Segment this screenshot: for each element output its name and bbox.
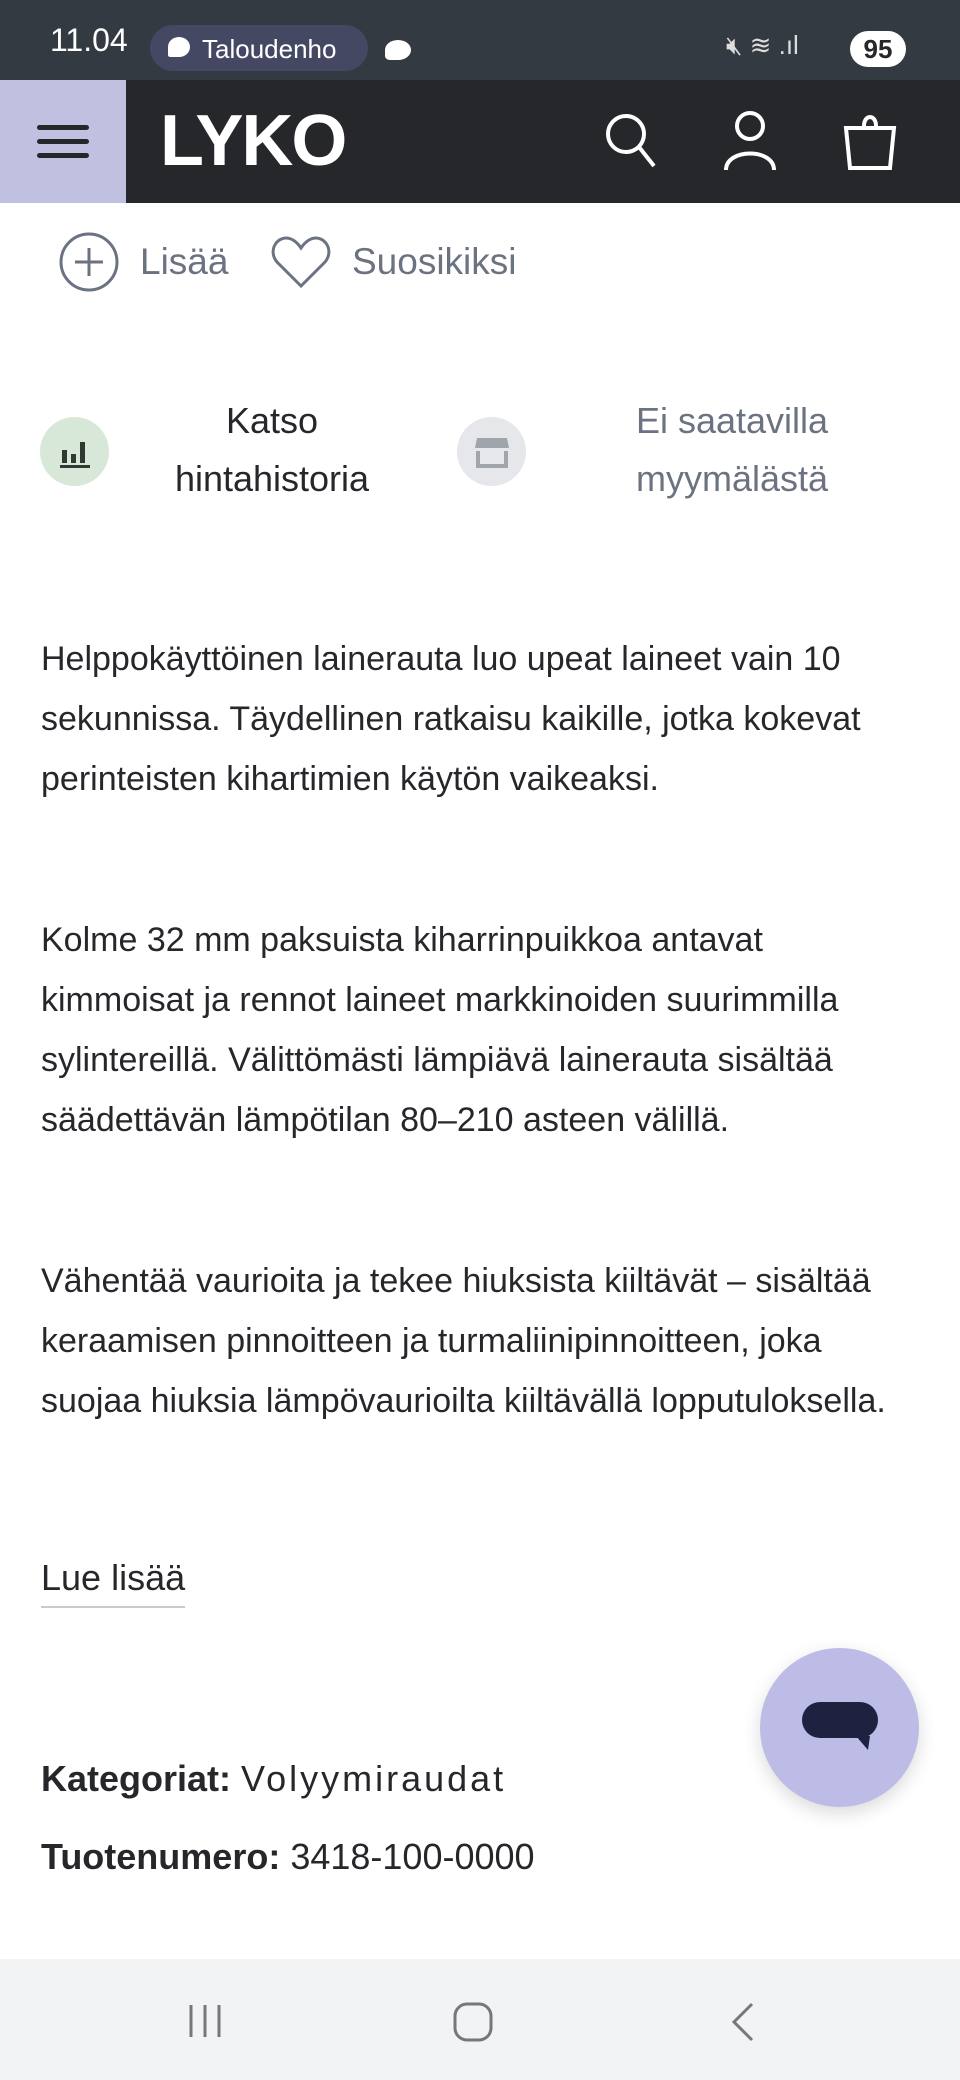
heart-icon	[270, 232, 332, 292]
favorite-label: Suosikiksi	[352, 241, 517, 282]
storefront-icon	[473, 434, 511, 470]
plus-circle-icon	[58, 231, 120, 293]
android-nav-bar	[0, 1959, 960, 2080]
hamburger-icon-line	[37, 139, 89, 144]
add-button[interactable]	[58, 232, 228, 292]
price-history-icon[interactable]	[40, 417, 109, 486]
home-icon[interactable]	[452, 2001, 494, 2043]
favorite-button[interactable]	[270, 232, 517, 292]
site-header	[0, 80, 960, 203]
store-icon	[457, 417, 526, 486]
store-availability-line1: Ei saatavilla	[635, 400, 829, 441]
price-history-line2: hintahistoria	[174, 458, 370, 499]
store-availability	[582, 392, 882, 508]
chat-bubble-icon	[800, 1700, 880, 1760]
account-icon[interactable]	[718, 108, 782, 172]
lyko-logo[interactable]: LYKO	[160, 101, 346, 181]
recent-apps-icon[interactable]	[185, 2001, 225, 2041]
description-paragraph: Helppokäyttöinen lainerauta luo upeat laineet vain 10 sekunnissa. Täydellinen ratkaisu kaikille, jotka kokevat perinteisten kihartimien käytön vaikeaksi.	[41, 640, 861, 798]
read-more-link[interactable]: Lue lisää	[41, 1550, 185, 1608]
add-label: Lisää	[140, 241, 229, 282]
hamburger-icon-line	[37, 153, 89, 158]
product-number-value: 3418-100-0000	[290, 1836, 535, 1877]
back-icon[interactable]	[728, 2001, 758, 2043]
search-icon[interactable]	[598, 108, 662, 172]
notification-text: Taloudenho	[202, 34, 337, 64]
bar-chart-icon	[57, 434, 93, 470]
product-number-row	[41, 1836, 535, 1878]
notification-chip[interactable]	[150, 25, 368, 71]
chat-button[interactable]	[760, 1648, 919, 1807]
mute-wifi-signal-icons: 🔇︎ ≋ .ıl	[726, 30, 799, 60]
category-label: Kategoriat:	[41, 1758, 232, 1799]
description-paragraph: Vähentää vaurioita ja tekee hiuksista kiiltävät – sisältää keraamisen pinnoitteen ja turmaliinipinnoitteen, joka suojaa hiuksia lämpövaurioilta kiiltävällä lopputuloksella.	[41, 1262, 886, 1420]
price-history-link[interactable]	[122, 392, 422, 508]
category-link[interactable]: Volyymiraudat	[241, 1758, 507, 1799]
battery-indicator: 95	[850, 31, 906, 67]
cart-bag-icon[interactable]	[838, 108, 902, 172]
category-row	[41, 1758, 506, 1800]
product-number-label: Tuotenumero:	[41, 1836, 281, 1877]
description-paragraph: Kolme 32 mm paksuista kiharrinpuikkoa antavat kimmoisat ja rennot laineet markkinoiden suurimmilla sylintereillä. Välittömästi lämpiävä lainerauta sisältää säädettävän lämpötilan 80–210 asteen välillä.	[41, 921, 839, 1139]
price-history-line1: Katso	[225, 400, 319, 441]
message-icon	[168, 37, 190, 57]
status-bar	[0, 0, 960, 80]
menu-button[interactable]	[0, 80, 126, 203]
status-time: 11.04	[50, 22, 128, 58]
hamburger-icon	[37, 125, 89, 130]
store-availability-line2: myymälästä	[635, 458, 829, 499]
chat-notification-icon	[385, 40, 411, 60]
